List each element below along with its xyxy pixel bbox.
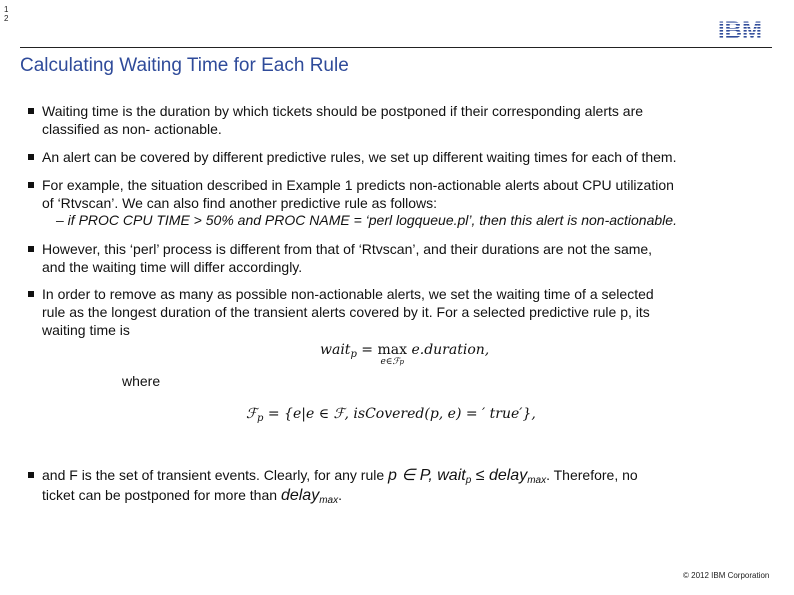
- bullet-5-line-2: rule as the longest duration of the transient alerts covered by it. For a selected predictive rule p, its: [42, 304, 650, 320]
- bullet-6-sub-p: p: [465, 475, 472, 486]
- page-number-1: 1: [4, 5, 9, 14]
- bullet-square: [28, 182, 34, 188]
- eq1-rhs: e.duration,: [407, 342, 490, 358]
- bullet-5-line-1: In order to remove as many as possible non-actionable alerts, we set the waiting time of a selected: [42, 286, 654, 302]
- bullet-square: [28, 246, 34, 252]
- bullet-6-line-2-text: ticket can be postponed for more than: [42, 487, 278, 503]
- bullet-4: [28, 240, 652, 258]
- slide-title: Calculating Waiting Time for Each Rule: [20, 55, 349, 76]
- where-label: where: [122, 373, 161, 389]
- bullet-1-line-2: classified as non- actionable.: [42, 121, 222, 137]
- bullet-3-rule-example: – if PROC CPU TIME > 50% and PROC NAME = ‘perl logqueue.pl’, then this alert is non-actionable.: [56, 212, 677, 228]
- bullet-1-line-1: Waiting time is the duration by which tickets should be postponed if their corresponding alerts are: [42, 103, 644, 119]
- page-number-2: 2: [4, 14, 9, 23]
- bullet-1: [28, 102, 643, 120]
- header-rule: [20, 47, 772, 48]
- bullet-6-math-p: p ∈ P, wait: [388, 467, 466, 484]
- bullet-6-sub-max: max: [527, 475, 547, 486]
- eq1-lhs: wait: [320, 342, 351, 358]
- bullet-6-delay: delay: [280, 487, 320, 504]
- equation-fp: [246, 406, 536, 424]
- bullet-5: [28, 285, 654, 303]
- eq1-max-sub-text: e∈ℱ: [380, 357, 400, 367]
- copyright-footer: © 2012 IBM Corporation: [683, 571, 770, 580]
- eq1-max: max: [377, 342, 408, 358]
- bullet-3-line-2: of ‘Rtvscan’. We can also find another predictive rule as follows:: [42, 195, 438, 211]
- equation-wait: [320, 342, 489, 367]
- bullet-6-leq: ≤ delay: [471, 467, 528, 484]
- bullet-3: [28, 176, 674, 194]
- eq1-max-sub: [377, 358, 407, 367]
- eq1-lhs-sub: p: [350, 349, 357, 360]
- bullet-2: [28, 148, 676, 166]
- bullet-6-post: . Therefore, no: [546, 467, 638, 483]
- bullet-6-line-2: [42, 486, 342, 510]
- bullet-6-end: .: [338, 487, 342, 503]
- bullet-square: [28, 108, 34, 114]
- bullet-4-line-1: However, this ‘perl’ process is different from that of ‘Rtvscan’, and their durations are not the same,: [42, 241, 653, 257]
- eq1-equals: =: [356, 342, 378, 358]
- bullet-4-line-2: and the waiting time will differ accordingly.: [42, 259, 303, 275]
- eq2-f: ℱ: [246, 406, 258, 422]
- bullet-6-pre: and F is the set of transient events. Clearly, for any rule: [42, 467, 385, 483]
- eq2-rhs: = {e|e ∈ ℱ, isCovered(p, e) = ′ true′},: [263, 406, 536, 422]
- eq2-sub: p: [257, 413, 264, 424]
- bullet-2-line-1: An alert can be covered by different predictive rules, we set up different waiting times for each of them.: [42, 149, 677, 165]
- bullet-5-line-3: waiting time is: [42, 322, 130, 338]
- bullet-3-line-1: For example, the situation described in Example 1 predicts non-actionable alerts about CPU utilization: [42, 177, 674, 193]
- ibm-logo-text: IBM: [718, 18, 762, 40]
- eq1-max-block: [377, 342, 407, 367]
- bullet-square: [28, 291, 34, 297]
- bullet-square: [28, 154, 34, 160]
- ibm-logo: [718, 18, 770, 40]
- eq1-max-subsub: p: [399, 358, 405, 366]
- bullet-square: [28, 472, 34, 478]
- bullet-6-max: max: [319, 495, 339, 506]
